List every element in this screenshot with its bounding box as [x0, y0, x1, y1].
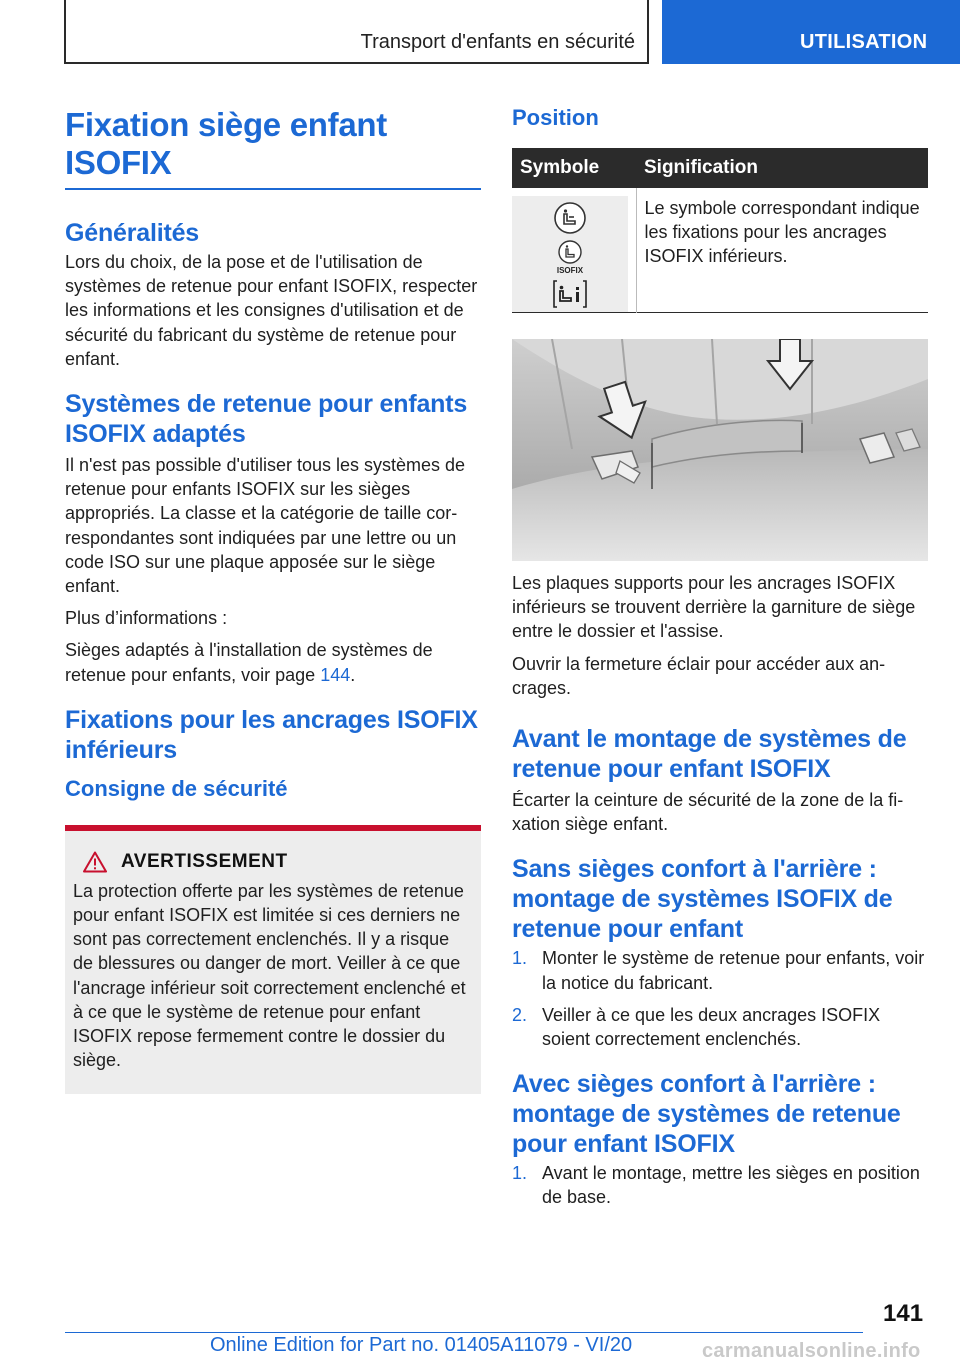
more-info-label: Plus d’informations :	[65, 608, 228, 629]
heading-sans-sieges-confort: Sans sièges confort à l'arrière : montage de systèmes ISOFIX de retenue pour enfant	[512, 855, 893, 944]
left-column	[65, 96, 481, 1094]
isofix-seat-icon	[552, 200, 588, 236]
step-number: 1.	[512, 1163, 528, 1184]
heading-generalites: Généralités	[65, 219, 199, 247]
symbol-table	[512, 148, 928, 313]
isofix-label: ISOFIX	[556, 266, 584, 275]
step-text: Veiller à ce que les deux ancrages ISOFIX soient correctement enclenchés.	[542, 1004, 881, 1050]
page-number: 141	[883, 1300, 924, 1327]
warning-box	[65, 825, 481, 1095]
steps-avec-sieges-confort	[512, 1161, 928, 1209]
page-reference-link[interactable]: 144	[320, 664, 351, 685]
chapter-tab: UTILISATION	[662, 0, 960, 64]
list-item	[512, 1003, 928, 1051]
reference-end: .	[350, 664, 356, 685]
warning-header	[83, 851, 473, 873]
step-number: 2.	[512, 1004, 528, 1025]
isofix-info-seat-icon	[553, 279, 587, 309]
step-number: 1.	[512, 948, 528, 969]
symbol-cell	[512, 188, 636, 313]
caption-zipper: Ouvrir la fermeture éclair pour accéder aux ancrages.	[512, 653, 886, 698]
footer-divider	[65, 1332, 863, 1333]
step-text: Monter le système de retenue pour enfants, voir la notice du fabricant.	[542, 948, 925, 993]
isofix-symbols	[512, 196, 628, 312]
paragraph-generalites: Lors du choix, de la pose et de l'utilisation de systèmes de retenue pour enfant ISOFIX, respecter les informations et les consignes d'utilisation et de sécurité du fabricant du système de retenue pour enfant.	[65, 252, 478, 369]
warning-title: AVERTISSEMENT	[121, 850, 288, 872]
isofix-seat-photo	[512, 339, 928, 561]
running-header-section: Transport d'enfants en sécurité	[64, 0, 649, 64]
warning-triangle-icon	[83, 851, 107, 873]
table-row	[512, 188, 928, 313]
right-column	[512, 96, 928, 1210]
heading-consigne-securite: Consigne de sécurité	[65, 775, 288, 801]
steps-sans-sieges-confort	[512, 946, 928, 1051]
symbol-table-header	[512, 148, 928, 188]
caption-plates-location: Les plaques supports pour les ancrages ISOFIX inférieurs se trouvent derrière la garniture de siège entre le dossier et l'assise.	[512, 573, 916, 642]
paragraph-systemes-adaptes: Il n'est pas possible d'utiliser tous les systèmes de retenue pour enfants ISOFIX sur les sièges appropriés. La classe et la catégorie de taille correspondantes sont indiquées par une lettre ou un code ISO sur une plaque apposée sur le siège enfant.	[65, 455, 466, 597]
list-item	[512, 1161, 928, 1209]
heading-fixations: Fixations pour les ancrages ISOFIX inférieurs	[65, 705, 478, 764]
edition-footer: Online Edition for Part no. 01405A11079 - VI/20	[210, 1334, 633, 1356]
column-header-symbole: Symbole	[512, 148, 636, 188]
heading-avant-montage: Avant le montage de systèmes de retenue pour enfant ISOFIX	[512, 725, 907, 784]
heading-avec-sieges-confort: Avec sièges confort à l'arrière : montage de systèmes de retenue pour enfant ISOFIX	[512, 1070, 901, 1159]
paragraph-avant-montage: Écarter la ceinture de sécurité de la zone de la fixation siège enfant.	[512, 790, 904, 835]
reference-paragraph	[65, 638, 481, 686]
watermark: carmanualsonline.info	[702, 1340, 921, 1362]
step-text: Avant le montage, mettre les sièges en position de base.	[542, 1163, 920, 1208]
isofix-small-seat-icon	[557, 239, 583, 265]
heading-systemes-adaptes: Systèmes de retenue pour enfants ISOFIX adaptés	[65, 390, 468, 449]
warning-text: La protection offerte par les systèmes de retenue pour enfant ISOFIX est limitée si ces derniers ne sont pas correctement enclenchés. Il y a risque de blessures ou danger de mort. Veiller à ce que l'ancrage inférieur soit correctement enclenché et à ce que le système de retenue pour enfant ISOFIX repose fermement contre le dossier du siège.	[73, 880, 466, 1071]
reference-text: Sièges adaptés à l'installation de systèmes de retenue pour enfants, voir page	[65, 640, 433, 685]
meaning-cell	[636, 188, 928, 313]
column-header-signification: Signification	[636, 148, 928, 188]
page-title: Fixation siège enfant ISOFIX	[65, 96, 481, 190]
list-item	[512, 946, 928, 994]
heading-position: Position	[512, 105, 599, 130]
symbol-meaning-text: Le symbole correspondant indique les fixations pour les ancrages ISOFIX inférieurs.	[644, 198, 920, 267]
